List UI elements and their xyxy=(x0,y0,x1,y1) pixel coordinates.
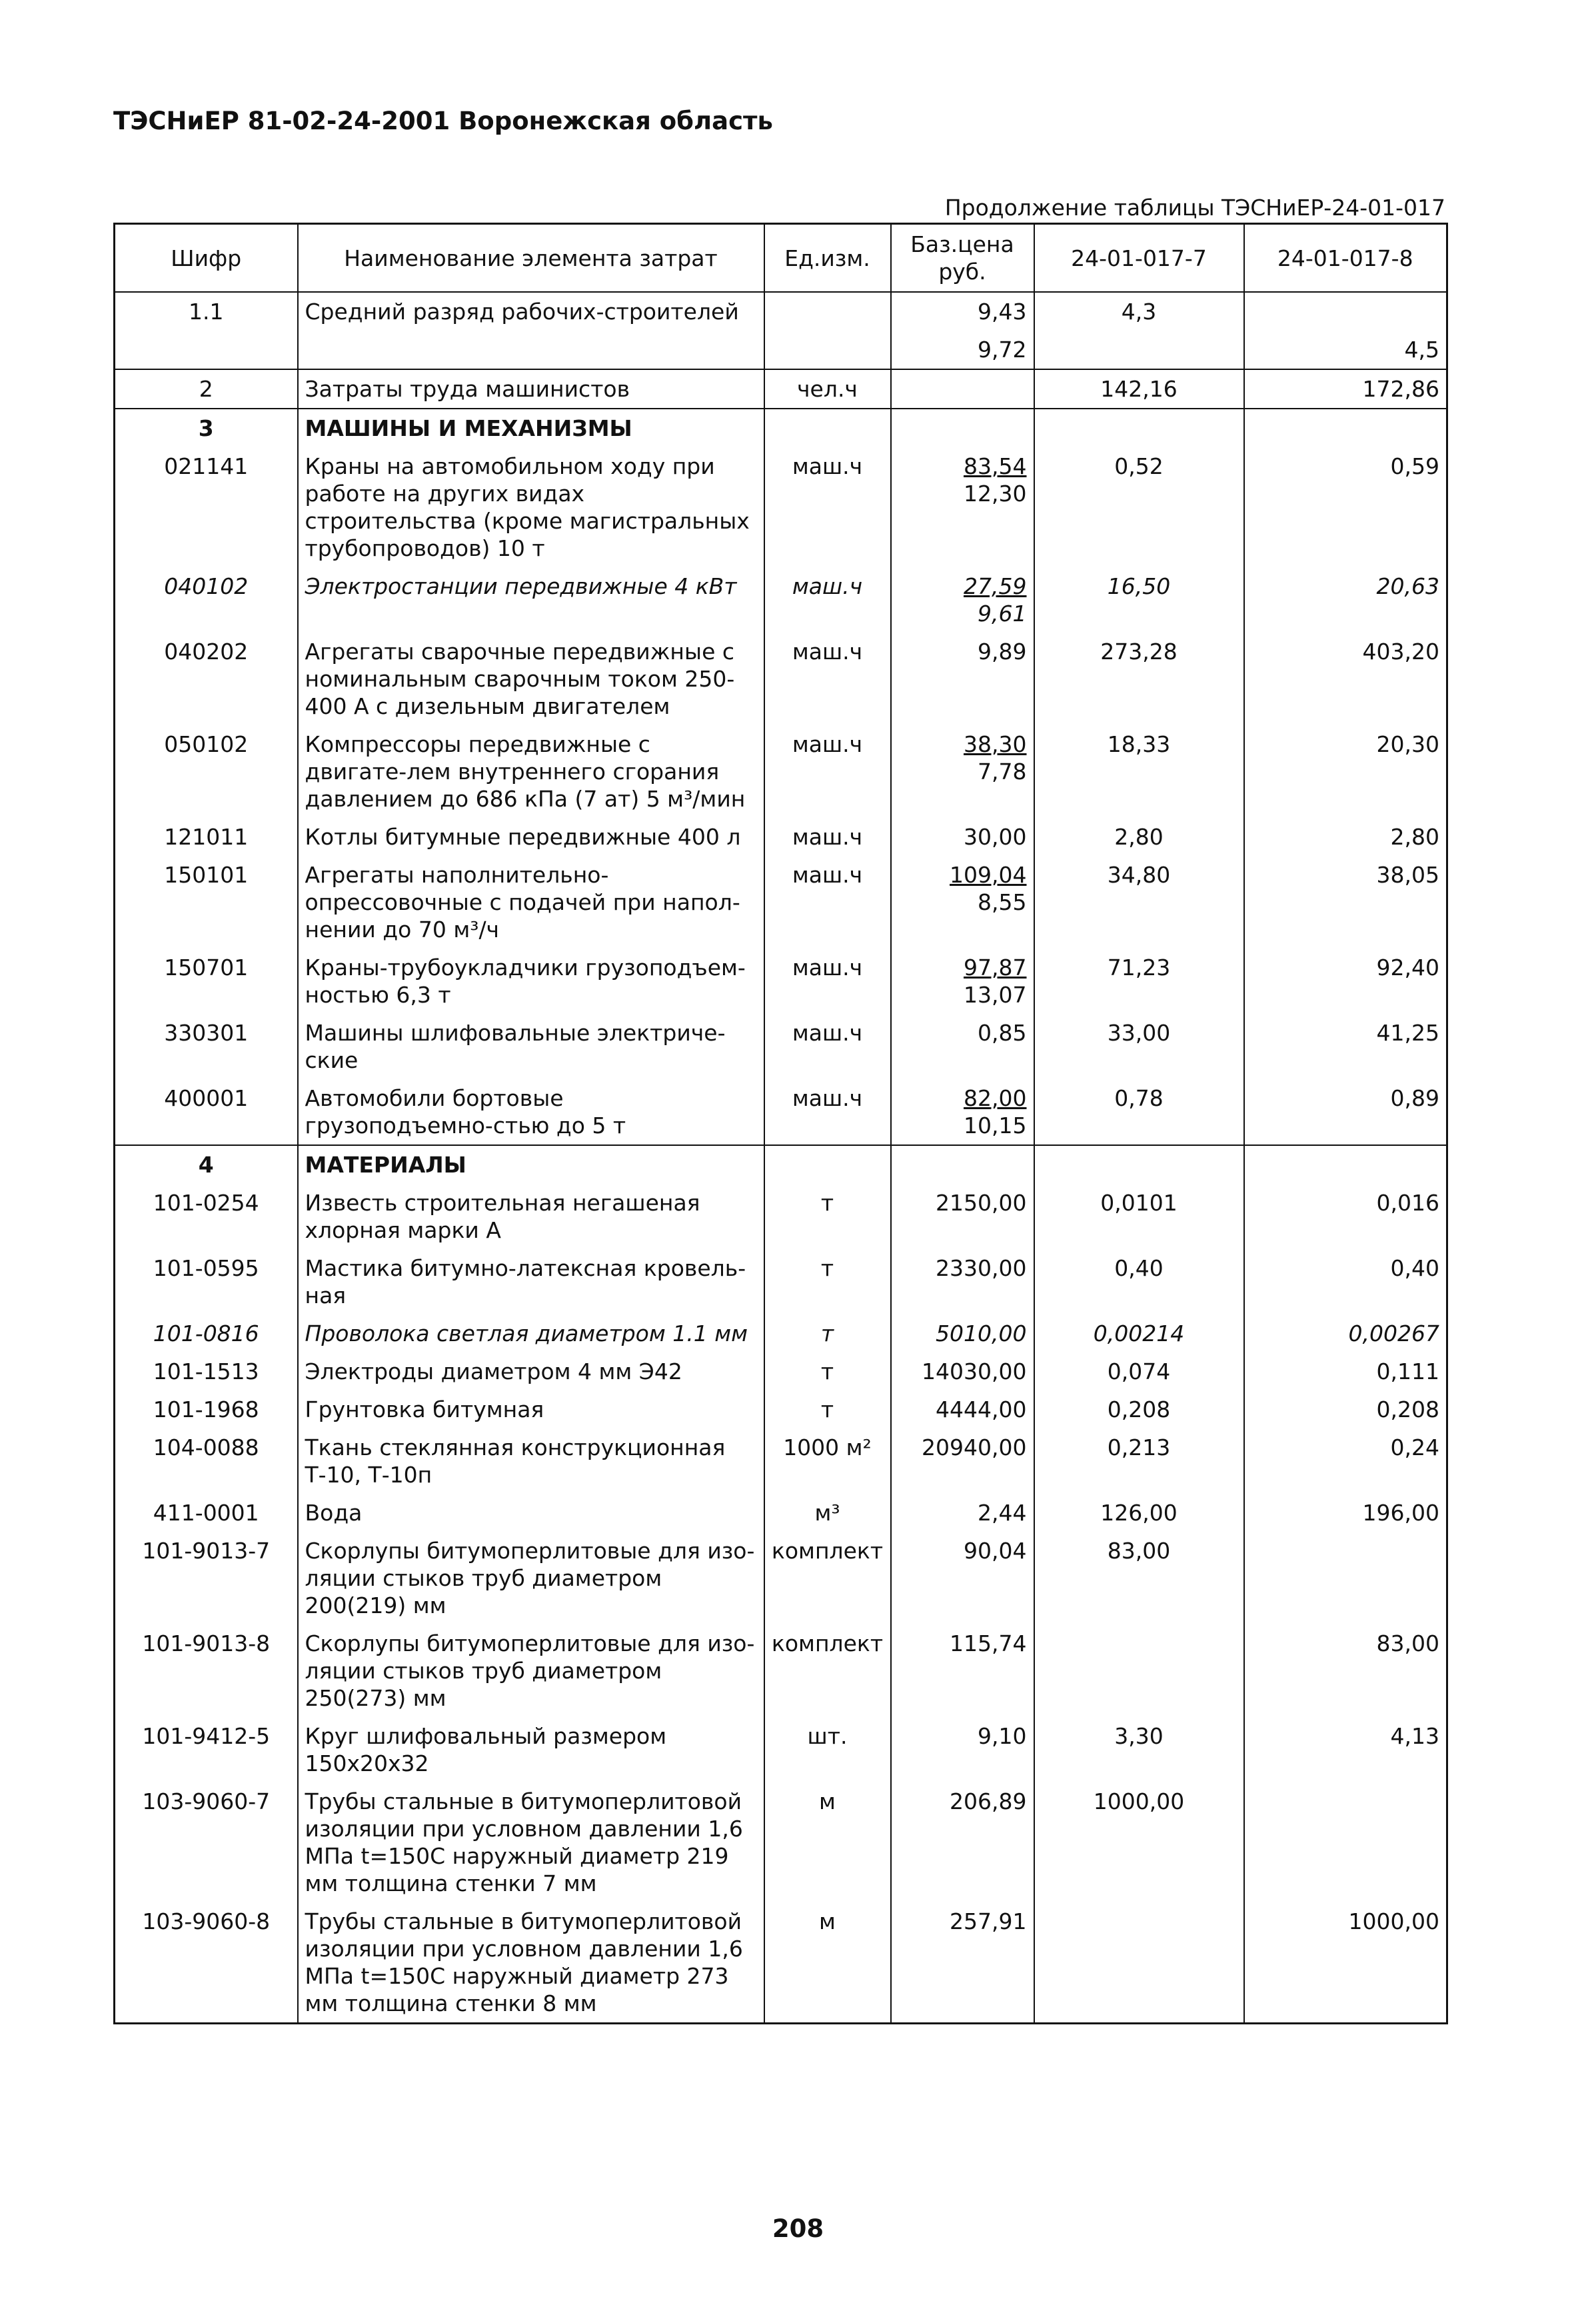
cell-24-01-017-7: 0,78 xyxy=(1034,1079,1244,1145)
cell-base-price xyxy=(891,949,1034,1014)
cell-name: Краны на автомобильном ходу при работе на других видах строительства (кроме магистральных трубопроводов) 10 т xyxy=(298,447,764,567)
cell-24-01-017-8: 0,24 xyxy=(1244,1428,1447,1494)
cell-code: 411-0001 xyxy=(115,1494,298,1532)
base-price-value: 115,74 xyxy=(950,1630,1027,1656)
cell-24-01-017-7 xyxy=(1034,1902,1244,2024)
cell-24-01-017-8: 196,00 xyxy=(1244,1494,1447,1532)
cell-24-01-017-8: 0,016 xyxy=(1244,1184,1447,1249)
table-row xyxy=(115,369,1447,409)
cell-name: Агрегаты наполнительно-опрессовочные с подачей при напол-нении до 70 м³/ч xyxy=(298,856,764,949)
cell-24-01-017-8 xyxy=(1244,1145,1447,1184)
cell-24-01-017-8: 0,40 xyxy=(1244,1249,1447,1314)
cell-unit: т xyxy=(764,1314,891,1352)
cell-unit: маш.ч xyxy=(764,447,891,567)
table-row xyxy=(115,1314,1447,1352)
cell-24-01-017-8 xyxy=(1244,409,1447,447)
cell-code: 2 xyxy=(115,369,298,409)
cell-unit: комплект xyxy=(764,1532,891,1624)
cell-24-01-017-7: 0,00214 xyxy=(1034,1314,1244,1352)
cell-unit: маш.ч xyxy=(764,1079,891,1145)
cell-code: 101-9013-7 xyxy=(115,1532,298,1624)
base-price-value: 14030,00 xyxy=(922,1358,1027,1384)
base-price-value: 20940,00 xyxy=(922,1434,1027,1460)
base-price-value: 0,85 xyxy=(978,1020,1027,1046)
cell-base-price xyxy=(891,1249,1034,1314)
norms-table xyxy=(113,223,1448,2024)
base-price-value: 9,43 xyxy=(978,299,1027,325)
document-header: ТЭСНиЕР 81-02-24-2001 Воронежская область xyxy=(113,107,773,135)
cell-code: 4 xyxy=(115,1145,298,1184)
table-row xyxy=(115,1249,1447,1314)
cell-base-price xyxy=(891,1184,1034,1249)
cell-24-01-017-8: 4,5 xyxy=(1244,331,1447,369)
base-price-value: 9,89 xyxy=(978,639,1027,665)
cell-24-01-017-8: 0,111 xyxy=(1244,1352,1447,1390)
col-header-name: Наименование элемента затрат xyxy=(298,224,764,293)
cell-name: Грунтовка битумная xyxy=(298,1390,764,1428)
cell-24-01-017-8 xyxy=(1244,292,1447,331)
table-header-row xyxy=(115,224,1447,293)
cell-code: 121011 xyxy=(115,818,298,856)
cell-24-01-017-8: 0,208 xyxy=(1244,1390,1447,1428)
cell-name: Компрессоры передвижные с двигате-лем внутреннего сгорания давлением до 686 кПа (7 ат) 5 м³/мин xyxy=(298,725,764,818)
cell-name: Агрегаты сварочные передвижные с номинальным сварочным током 250-400 А с дизельным двигателем xyxy=(298,633,764,725)
table-row xyxy=(115,1782,1447,1902)
cell-base-price xyxy=(891,1902,1034,2024)
cell-code: 101-9013-8 xyxy=(115,1624,298,1717)
cell-24-01-017-7: 18,33 xyxy=(1034,725,1244,818)
table-row xyxy=(115,1428,1447,1494)
cell-unit: маш.ч xyxy=(764,1014,891,1079)
page-number: 208 xyxy=(772,2214,824,2243)
cell-code: 101-0595 xyxy=(115,1249,298,1314)
section-row xyxy=(115,409,1447,447)
table-row xyxy=(115,856,1447,949)
cell-24-01-017-7: 0,074 xyxy=(1034,1352,1244,1390)
cell-code: 101-1968 xyxy=(115,1390,298,1428)
base-price-value: 83,54 xyxy=(964,453,1027,479)
cell-24-01-017-8 xyxy=(1244,1782,1447,1902)
cell-unit: шт. xyxy=(764,1717,891,1782)
cell-24-01-017-7: 16,50 xyxy=(1034,567,1244,633)
table-row xyxy=(115,292,1447,331)
cell-unit: 1000 м² xyxy=(764,1428,891,1494)
cell-24-01-017-7 xyxy=(1034,1145,1244,1184)
cell-24-01-017-7: 2,80 xyxy=(1034,818,1244,856)
cell-unit: м xyxy=(764,1902,891,2024)
cell-code: 101-1513 xyxy=(115,1352,298,1390)
base-price-value: 9,10 xyxy=(978,1723,1027,1749)
cell-code: 103-9060-8 xyxy=(115,1902,298,2024)
base-price-value: 38,30 xyxy=(964,731,1027,757)
table-row xyxy=(115,1902,1447,2024)
cell-base-price xyxy=(891,856,1034,949)
cell-unit: т xyxy=(764,1184,891,1249)
cell-name xyxy=(298,331,764,369)
base-price-value: 9,72 xyxy=(978,337,1027,363)
table-row xyxy=(115,1717,1447,1782)
cell-base-price xyxy=(891,1352,1034,1390)
cell-unit: маш.ч xyxy=(764,567,891,633)
cell-base-price xyxy=(891,725,1034,818)
cell-24-01-017-7: 0,208 xyxy=(1034,1390,1244,1428)
cell-name: МАТЕРИАЛЫ xyxy=(298,1145,764,1184)
cell-name: Мастика битумно-латексная кровель-ная xyxy=(298,1249,764,1314)
cell-name: Средний разряд рабочих-строителей xyxy=(298,292,764,331)
base-price-value: 2150,00 xyxy=(936,1190,1027,1216)
cell-name: Затраты труда машинистов xyxy=(298,369,764,409)
cell-24-01-017-7: 0,0101 xyxy=(1034,1184,1244,1249)
cell-unit xyxy=(764,292,891,331)
cell-name: Трубы стальные в битумоперлитовой изоляции при условном давлении 1,6 МПа t=150С наружный диаметр 273 мм толщина стенки 8 мм xyxy=(298,1902,764,2024)
cell-code: 400001 xyxy=(115,1079,298,1145)
cell-base-price xyxy=(891,1494,1034,1532)
cell-name: Известь строительная негашеная хлорная марки А xyxy=(298,1184,764,1249)
cell-name: Проволока светлая диаметром 1.1 мм xyxy=(298,1314,764,1352)
col-header-24-01-017-7: 24-01-017-7 xyxy=(1034,224,1244,293)
table-row xyxy=(115,331,1447,369)
cell-24-01-017-7: 71,23 xyxy=(1034,949,1244,1014)
cell-24-01-017-7 xyxy=(1034,1624,1244,1717)
cell-code: 1.1 xyxy=(115,292,298,331)
cell-unit: чел.ч xyxy=(764,369,891,409)
cell-24-01-017-7: 0,40 xyxy=(1034,1249,1244,1314)
base-price-value: 2,44 xyxy=(978,1500,1027,1526)
cell-24-01-017-8: 172,86 xyxy=(1244,369,1447,409)
cell-24-01-017-8: 0,59 xyxy=(1244,447,1447,567)
base-price-machinist-wage: 12,30 xyxy=(964,481,1027,507)
base-price-value: 2330,00 xyxy=(936,1255,1027,1281)
col-header-24-01-017-8: 24-01-017-8 xyxy=(1244,224,1447,293)
cell-unit: т xyxy=(764,1352,891,1390)
table-row xyxy=(115,1184,1447,1249)
cell-code: 101-9412-5 xyxy=(115,1717,298,1782)
table-continuation-caption: Продолжение таблицы ТЭСНиЕР-24-01-017 xyxy=(944,195,1445,221)
cell-code xyxy=(115,331,298,369)
cell-name: Краны-трубоукладчики грузоподъем-ностью 6,3 т xyxy=(298,949,764,1014)
cell-unit xyxy=(764,409,891,447)
cell-24-01-017-8: 403,20 xyxy=(1244,633,1447,725)
table-row xyxy=(115,1014,1447,1079)
cell-base-price xyxy=(891,1314,1034,1352)
base-price-value: 90,04 xyxy=(964,1538,1027,1564)
cell-unit: т xyxy=(764,1249,891,1314)
cell-base-price xyxy=(891,818,1034,856)
col-header-unit: Ед.изм. xyxy=(764,224,891,293)
cell-name: Трубы стальные в битумоперлитовой изоляции при условном давлении 1,6 МПа t=150С наружный диаметр 219 мм толщина стенки 7 мм xyxy=(298,1782,764,1902)
cell-base-price xyxy=(891,1145,1034,1184)
cell-24-01-017-8: 41,25 xyxy=(1244,1014,1447,1079)
cell-base-price xyxy=(891,567,1034,633)
table-row xyxy=(115,1352,1447,1390)
cell-unit: м xyxy=(764,1782,891,1902)
cell-base-price xyxy=(891,447,1034,567)
cell-24-01-017-8: 2,80 xyxy=(1244,818,1447,856)
base-price-machinist-wage: 7,78 xyxy=(978,759,1027,785)
section-row xyxy=(115,1145,1447,1184)
cell-base-price xyxy=(891,369,1034,409)
cell-code: 150701 xyxy=(115,949,298,1014)
base-price-machinist-wage: 9,61 xyxy=(978,601,1027,627)
cell-base-price xyxy=(891,1079,1034,1145)
cell-base-price xyxy=(891,1014,1034,1079)
cell-24-01-017-7: 1000,00 xyxy=(1034,1782,1244,1902)
cell-name: Ткань стеклянная конструкционная Т-10, Т-10п xyxy=(298,1428,764,1494)
cell-base-price xyxy=(891,1782,1034,1902)
cell-24-01-017-7: 3,30 xyxy=(1034,1717,1244,1782)
cell-code: 3 xyxy=(115,409,298,447)
cell-unit xyxy=(764,1145,891,1184)
table-row xyxy=(115,1079,1447,1145)
cell-24-01-017-8: 0,00267 xyxy=(1244,1314,1447,1352)
cell-24-01-017-7: 33,00 xyxy=(1034,1014,1244,1079)
cell-base-price xyxy=(891,409,1034,447)
cell-24-01-017-8: 1000,00 xyxy=(1244,1902,1447,2024)
base-price-value: 5010,00 xyxy=(936,1320,1027,1346)
col-header-code: Шифр xyxy=(115,224,298,293)
cell-code: 330301 xyxy=(115,1014,298,1079)
cell-24-01-017-8: 92,40 xyxy=(1244,949,1447,1014)
base-price-value: 82,00 xyxy=(964,1085,1027,1111)
cell-name: Электроды диаметром 4 мм Э42 xyxy=(298,1352,764,1390)
cell-base-price xyxy=(891,292,1034,331)
cell-unit: комплект xyxy=(764,1624,891,1717)
cell-name: МАШИНЫ И МЕХАНИЗМЫ xyxy=(298,409,764,447)
col-header-price: Баз.цена руб. xyxy=(891,224,1034,293)
cell-24-01-017-7: 126,00 xyxy=(1034,1494,1244,1532)
cell-name: Круг шлифовальный размером 150х20х32 xyxy=(298,1717,764,1782)
cell-24-01-017-8: 0,89 xyxy=(1244,1079,1447,1145)
table-row xyxy=(115,1624,1447,1717)
cell-unit: маш.ч xyxy=(764,949,891,1014)
table-row xyxy=(115,633,1447,725)
cell-base-price xyxy=(891,1390,1034,1428)
cell-code: 050102 xyxy=(115,725,298,818)
cell-base-price xyxy=(891,1532,1034,1624)
table-row xyxy=(115,447,1447,567)
cell-name: Котлы битумные передвижные 400 л xyxy=(298,818,764,856)
table-row xyxy=(115,1532,1447,1624)
cell-code: 103-9060-7 xyxy=(115,1782,298,1902)
cell-24-01-017-7: 4,3 xyxy=(1034,292,1244,331)
table-row xyxy=(115,818,1447,856)
cell-24-01-017-8: 83,00 xyxy=(1244,1624,1447,1717)
table-row xyxy=(115,567,1447,633)
cell-base-price xyxy=(891,331,1034,369)
cell-unit: маш.ч xyxy=(764,725,891,818)
cell-24-01-017-7: 0,52 xyxy=(1034,447,1244,567)
cell-unit xyxy=(764,331,891,369)
cell-code: 101-0816 xyxy=(115,1314,298,1352)
cell-24-01-017-7: 0,213 xyxy=(1034,1428,1244,1494)
cell-24-01-017-8 xyxy=(1244,1532,1447,1624)
table-row xyxy=(115,1494,1447,1532)
cell-name: Скорлупы битумоперлитовые для изо-ляции стыков труб диаметром 200(219) мм xyxy=(298,1532,764,1624)
cell-name: Скорлупы битумоперлитовые для изо-ляции стыков труб диаметром 250(273) мм xyxy=(298,1624,764,1717)
cell-name: Автомобили бортовые грузоподъемно-стью до 5 т xyxy=(298,1079,764,1145)
cell-base-price xyxy=(891,1624,1034,1717)
base-price-machinist-wage: 13,07 xyxy=(964,982,1027,1008)
table-row xyxy=(115,1390,1447,1428)
base-price-value: 30,00 xyxy=(964,824,1027,850)
cell-base-price xyxy=(891,1717,1034,1782)
cell-24-01-017-8: 20,63 xyxy=(1244,567,1447,633)
cell-base-price xyxy=(891,633,1034,725)
base-price-value: 97,87 xyxy=(964,955,1027,981)
cell-unit: т xyxy=(764,1390,891,1428)
base-price-value: 206,89 xyxy=(950,1788,1027,1814)
cell-code: 021141 xyxy=(115,447,298,567)
cell-24-01-017-8: 20,30 xyxy=(1244,725,1447,818)
cell-unit: маш.ч xyxy=(764,818,891,856)
cell-24-01-017-7: 34,80 xyxy=(1034,856,1244,949)
cell-unit: маш.ч xyxy=(764,633,891,725)
base-price-value: 27,59 xyxy=(964,573,1027,599)
cell-name: Электростанции передвижные 4 кВт xyxy=(298,567,764,633)
cell-24-01-017-7: 142,16 xyxy=(1034,369,1244,409)
table-row xyxy=(115,949,1447,1014)
base-price-machinist-wage: 10,15 xyxy=(964,1113,1027,1139)
cell-24-01-017-7: 83,00 xyxy=(1034,1532,1244,1624)
base-price-value: 257,91 xyxy=(950,1908,1027,1934)
cell-24-01-017-7: 273,28 xyxy=(1034,633,1244,725)
cell-unit: м³ xyxy=(764,1494,891,1532)
base-price-value: 4444,00 xyxy=(936,1396,1027,1422)
cell-name: Машины шлифовальные электриче-ские xyxy=(298,1014,764,1079)
cell-code: 101-0254 xyxy=(115,1184,298,1249)
cell-code: 040102 xyxy=(115,567,298,633)
cell-base-price xyxy=(891,1428,1034,1494)
cell-name: Вода xyxy=(298,1494,764,1532)
cell-24-01-017-8: 4,13 xyxy=(1244,1717,1447,1782)
cell-unit: маш.ч xyxy=(764,856,891,949)
cell-24-01-017-7 xyxy=(1034,409,1244,447)
base-price-value: 109,04 xyxy=(950,862,1027,888)
table-row xyxy=(115,725,1447,818)
cell-24-01-017-8: 38,05 xyxy=(1244,856,1447,949)
cell-code: 040202 xyxy=(115,633,298,725)
cell-code: 150101 xyxy=(115,856,298,949)
base-price-machinist-wage: 8,55 xyxy=(978,889,1027,915)
cell-code: 104-0088 xyxy=(115,1428,298,1494)
cell-24-01-017-7 xyxy=(1034,331,1244,369)
